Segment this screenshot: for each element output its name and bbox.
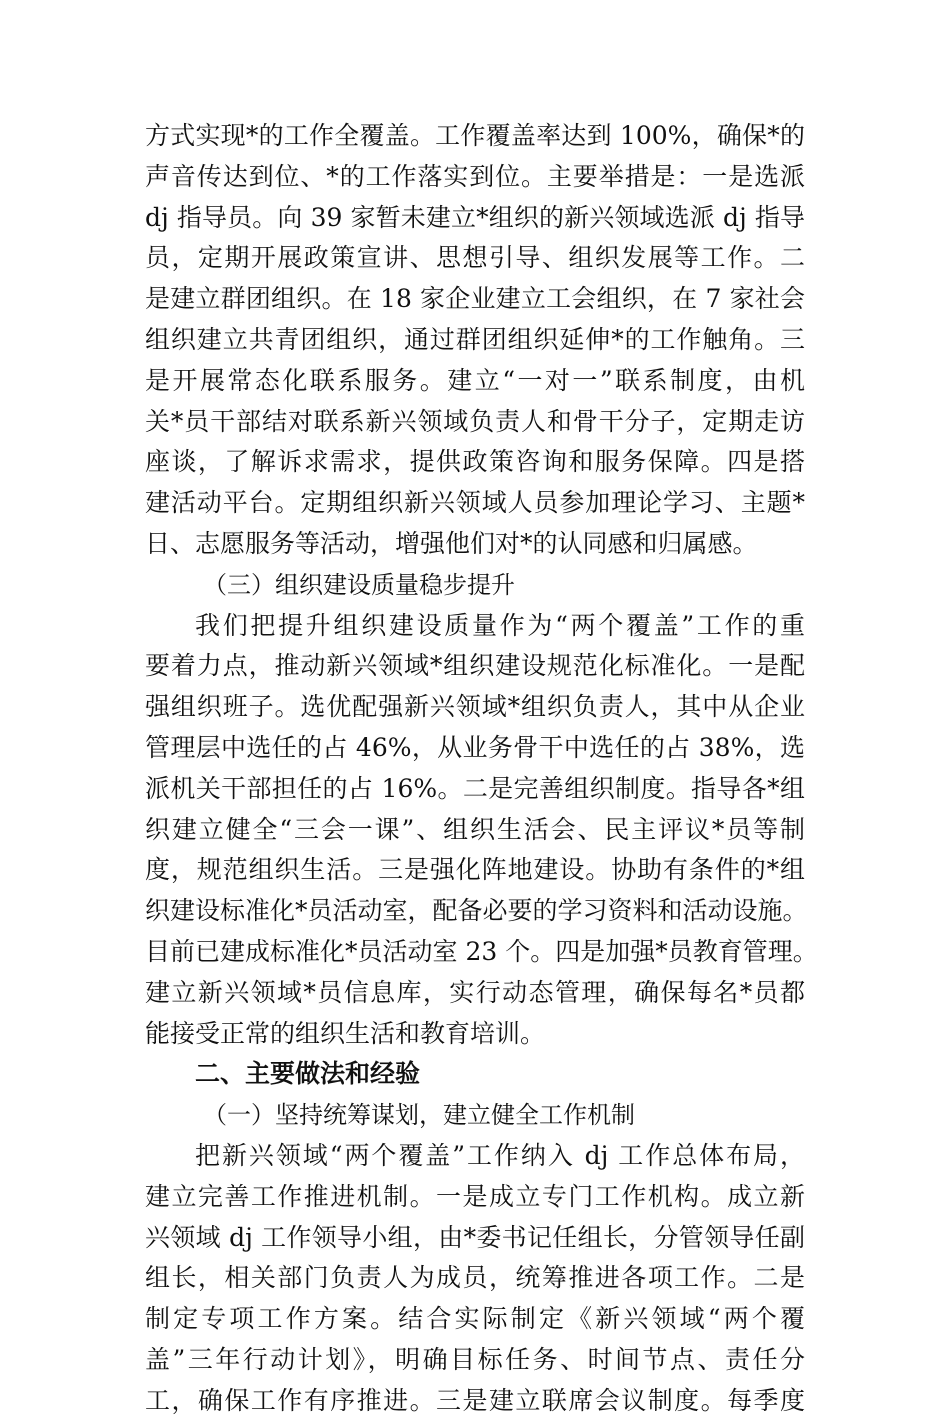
paragraph-first-line: 我们把提升组织建设质量作为“两个覆盖”工作的重 — [195, 610, 805, 640]
text-line: 组长，相关部门负责人为成员，统筹推进各项工作。二是 — [145, 1263, 805, 1293]
text-line: 目前已建成标准化*员活动室 23 个。四是加强*员教育管理。 — [145, 936, 818, 966]
text-line: dj 指导员。向 39 家暂未建立*组织的新兴领域选派 dj 指导 — [145, 202, 805, 232]
text-line: 兴领域 dj 工作领导小组，由*委书记任组长，分管领导任副 — [145, 1222, 805, 1252]
text-line: 关*员干部结对联系新兴领域负责人和骨干分子，定期走访 — [145, 406, 805, 436]
text-line: 是建立群团组织。在 18 家企业建立工会组织，在 7 家社会 — [145, 284, 805, 314]
text-line: 管理层中选任的占 46%，从业务骨干中选任的占 38%，选 — [145, 732, 805, 762]
text-line: 强组织班子。选优配强新兴领域*组织负责人，其中从企业 — [145, 692, 805, 722]
section-subheading: （一）坚持统筹谋划，建立健全工作机制 — [203, 1101, 635, 1130]
text-line: 座谈，了解诉求需求，提供政策咨询和服务保障。四是搭 — [145, 447, 805, 477]
text-line: 声音传达到位、*的工作落实到位。主要举措是：一是选派 — [145, 161, 805, 191]
text-line: 度，规范组织生活。三是强化阵地建设。协助有条件的*组 — [145, 855, 805, 885]
text-line: 建立完善工作推进机制。一是成立专门工作机构。成立新 — [145, 1181, 805, 1211]
text-line: 员，定期开展政策宣讲、思想引导、组织发展等工作。二 — [145, 243, 805, 273]
section-subheading: （三）组织建设质量稳步提升 — [203, 570, 515, 599]
text-line: 派机关干部担任的占 16%。二是完善组织制度。指导各*组 — [145, 773, 805, 803]
text-line: 能接受正常的组织生活和教育培训。 — [145, 1018, 546, 1048]
paragraph-first-line: 把新兴领域“两个覆盖”工作纳入 dj 工作总体布局， — [195, 1140, 805, 1170]
text-line: 是开展常态化联系服务。建立“一对一”联系制度，由机 — [145, 365, 805, 395]
text-line: 建立新兴领域*员信息库，实行动态管理，确保每名*员都 — [145, 977, 805, 1007]
document-page — [145, 116, 818, 1422]
text-line: 织建立健全“三会一课”、组织生活会、民主评议*员等制 — [145, 814, 805, 844]
text-line: 制定专项工作方案。结合实际制定《新兴领域“两个覆 — [145, 1304, 805, 1334]
text-line: 要着力点，推动新兴领域*组织建设规范化标准化。一是配 — [145, 651, 805, 681]
text-line: 盖”三年行动计划》，明确目标任务、时间节点、责任分 — [145, 1344, 805, 1374]
text-line: 工，确保工作有序推进。三是建立联席会议制度。每季度 — [145, 1385, 805, 1415]
text-line: 建活动平台。定期组织新兴领域人员参加理论学习、主题* — [145, 488, 805, 518]
text-line: 组织建立共青团组织，通过群团组织延伸*的工作触角。三 — [145, 324, 805, 354]
text-line: 方式实现*的工作全覆盖。工作覆盖率达到 100%，确保*的 — [145, 121, 805, 150]
text-line: 织建设标准化*员活动室，配备必要的学习资料和活动设施。 — [145, 896, 808, 926]
text-line: 日、志愿服务等活动，增强他们对*的认同感和归属感。 — [145, 528, 758, 558]
section-heading: 二、主要做法和经验 — [195, 1059, 421, 1089]
